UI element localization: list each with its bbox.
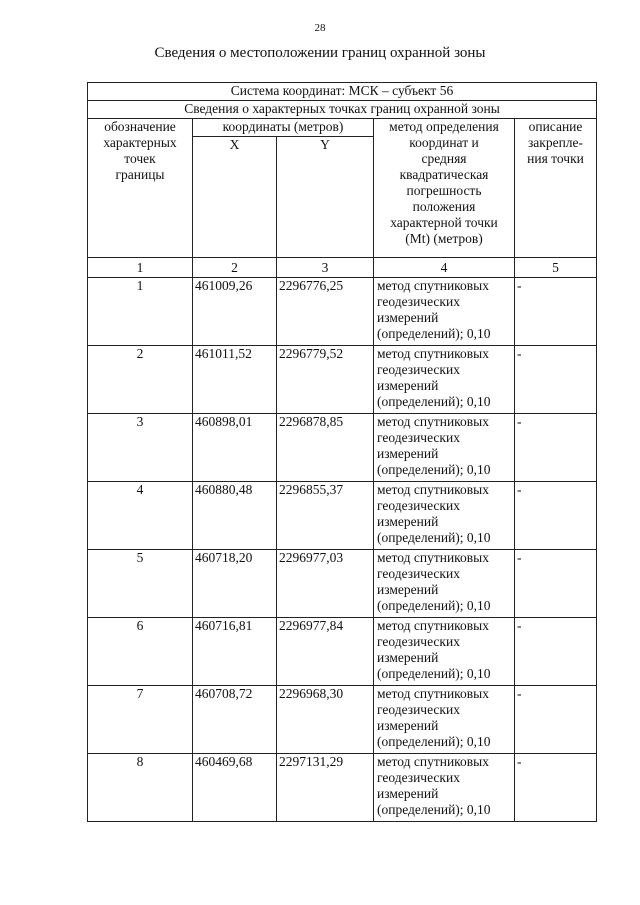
header-line: квадратическая [399,167,489,182]
table-row [88,618,597,686]
x-coordinate: 460469,68 [193,754,277,822]
method-line: геодезических [377,566,460,581]
header-x: X [193,137,277,258]
page-number: 28 [314,22,326,34]
method-description [374,414,515,482]
fixing-description: - [515,414,597,482]
header-line: положения [412,199,476,214]
method-line: метод спутниковых [377,686,489,701]
header-line: ния точки [527,151,584,166]
table-caption-row [88,101,597,119]
point-number: 7 [88,686,193,754]
y-coordinate: 2296779,52 [277,346,374,414]
column-number: 1 [88,258,193,278]
y-coordinate: 2296776,25 [277,278,374,346]
y-coordinate: 2296977,84 [277,618,374,686]
method-line: метод спутниковых [377,550,489,565]
method-line: геодезических [377,430,460,445]
x-coordinate: 460708,72 [193,686,277,754]
method-line: метод спутниковых [377,346,489,361]
method-line: измерений [377,378,439,393]
method-line: метод спутниковых [377,278,489,293]
header-description [515,119,597,258]
point-number: 4 [88,482,193,550]
y-coordinate: 2297131,29 [277,754,374,822]
header-line: средняя [421,151,467,166]
method-line: (определений); 0,10 [377,598,491,613]
table-body [88,83,597,822]
method-line: геодезических [377,362,460,377]
method-line: (определений); 0,10 [377,530,491,545]
header-y: Y [277,137,374,258]
y-coordinate: 2296968,30 [277,686,374,754]
method-line: измерений [377,446,439,461]
fixing-description: - [515,618,597,686]
method-line: метод спутниковых [377,754,489,769]
document-title: Сведения о местоположении границ охранной зоны [154,45,486,61]
method-line: (определений); 0,10 [377,802,491,817]
column-number-row [88,258,597,278]
point-number: 2 [88,346,193,414]
fixing-description: - [515,550,597,618]
table-row [88,482,597,550]
table-row [88,550,597,618]
header-line: характерной точки [390,215,498,230]
header-line: закрепле- [527,135,584,150]
table-row [88,278,597,346]
y-coordinate: 2296878,85 [277,414,374,482]
coordinate-system-label: Система координат: МСК – субъект 56 [88,83,597,101]
column-number: 2 [193,258,277,278]
x-coordinate: 461011,52 [193,346,277,414]
coordinate-system-row [88,83,597,101]
table-row [88,414,597,482]
header-line: метод определения [389,119,499,134]
method-line: метод спутниковых [377,414,489,429]
method-line: (определений); 0,10 [377,326,491,341]
header-line: характерных [103,135,177,150]
method-line: геодезических [377,498,460,513]
header-method [374,119,515,258]
point-number: 6 [88,618,193,686]
method-line: измерений [377,718,439,733]
header-point-designation [88,119,193,258]
header-line: координат и [409,135,479,150]
method-line: измерений [377,514,439,529]
point-number: 1 [88,278,193,346]
method-description [374,754,515,822]
method-line: геодезических [377,294,460,309]
method-line: (определений); 0,10 [377,462,491,477]
table-row [88,686,597,754]
method-description [374,550,515,618]
header-line: границы [115,167,165,182]
point-number: 5 [88,550,193,618]
boundary-points-table [87,82,597,822]
header-line: точек [124,151,156,166]
fixing-description: - [515,754,597,822]
method-line: (определений); 0,10 [377,394,491,409]
method-line: геодезических [377,702,460,717]
method-line: (определений); 0,10 [377,734,491,749]
header-row-top [88,119,597,137]
method-line: метод спутниковых [377,482,489,497]
table-caption: Сведения о характерных точках границ охранной зоны [88,101,597,119]
fixing-description: - [515,482,597,550]
method-line: измерений [377,582,439,597]
header-line: описание [528,119,583,134]
header-line: обозначение [104,119,176,134]
y-coordinate: 2296977,03 [277,550,374,618]
method-description [374,686,515,754]
header-line: погрешность [406,183,482,198]
table-row [88,754,597,822]
column-number: 3 [277,258,374,278]
x-coordinate: 460718,20 [193,550,277,618]
method-description [374,346,515,414]
x-coordinate: 461009,26 [193,278,277,346]
header-coordinates-group: координаты (метров) [193,119,374,137]
table-row [88,346,597,414]
x-coordinate: 460716,81 [193,618,277,686]
method-line: (определений); 0,10 [377,666,491,681]
x-coordinate: 460898,01 [193,414,277,482]
fixing-description: - [515,346,597,414]
method-line: геодезических [377,770,460,785]
fixing-description: - [515,686,597,754]
x-coordinate: 460880,48 [193,482,277,550]
method-line: измерений [377,786,439,801]
column-number: 4 [374,258,515,278]
method-line: метод спутниковых [377,618,489,633]
point-number: 3 [88,414,193,482]
method-line: геодезических [377,634,460,649]
method-description [374,278,515,346]
fixing-description: - [515,278,597,346]
method-description [374,618,515,686]
y-coordinate: 2296855,37 [277,482,374,550]
method-line: измерений [377,310,439,325]
header-line: (Mt) (метров) [405,231,483,246]
method-description [374,482,515,550]
point-number: 8 [88,754,193,822]
column-number: 5 [515,258,597,278]
method-line: измерений [377,650,439,665]
